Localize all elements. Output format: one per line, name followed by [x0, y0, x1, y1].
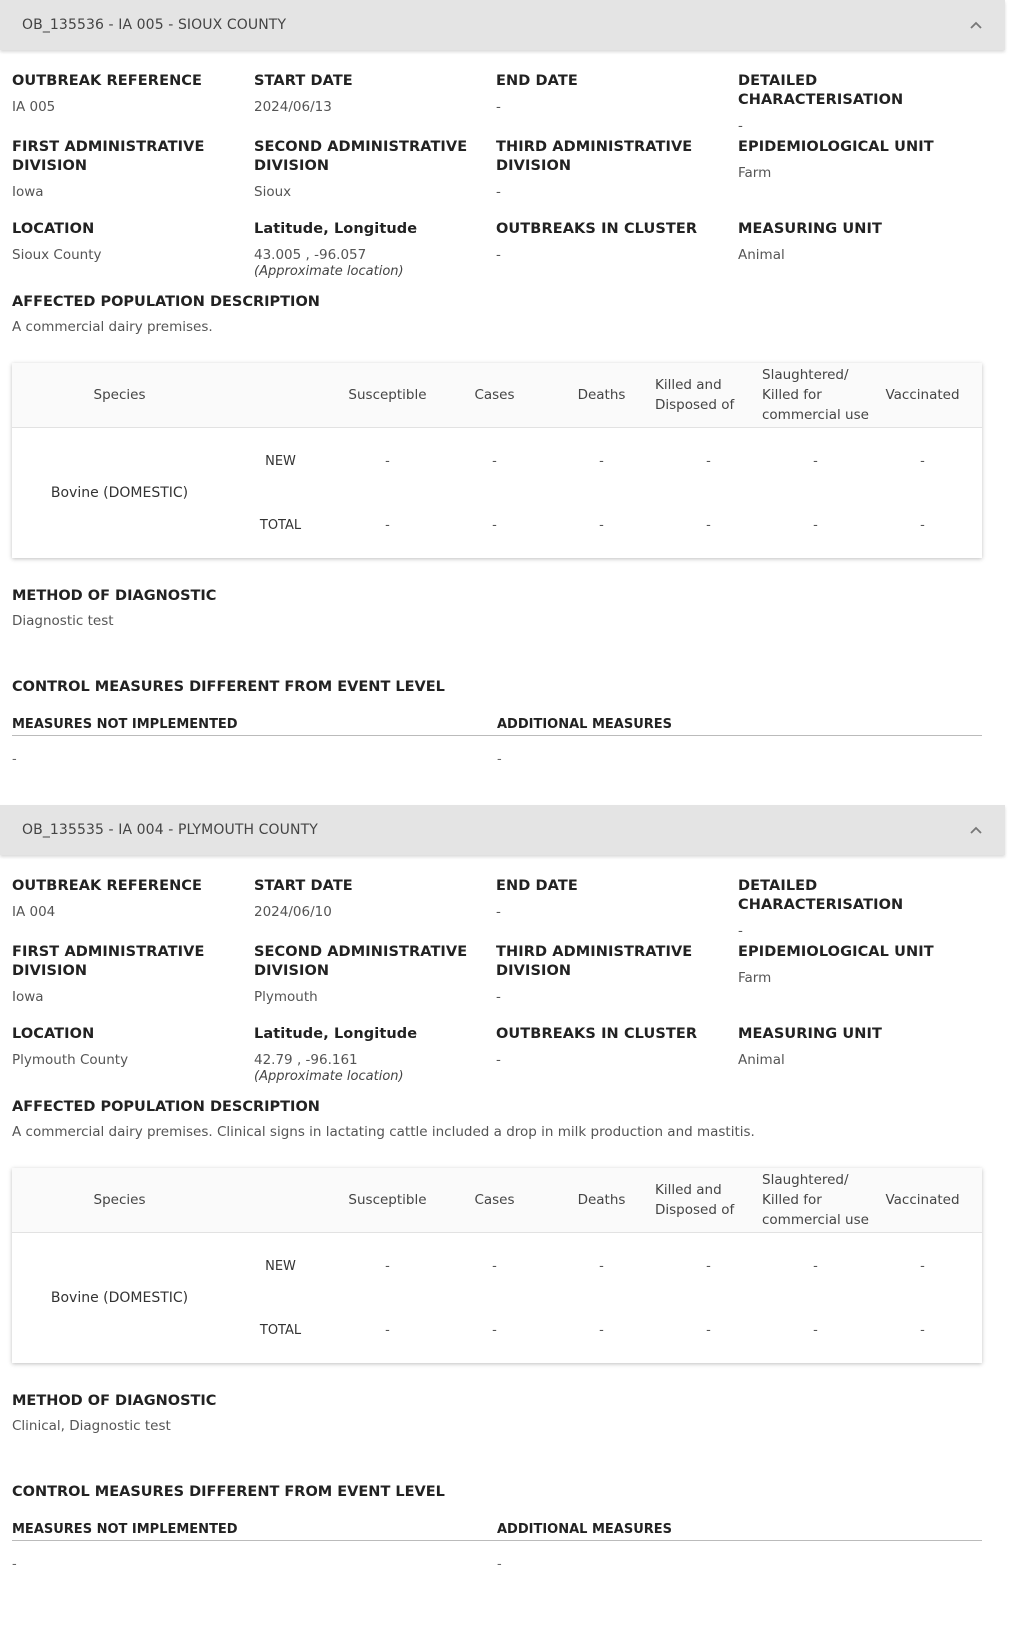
field-epi-unit: [738, 943, 980, 1025]
field-label: OUTBREAK REFERENCE: [12, 878, 203, 894]
outbreak-title: OB_135536 - IA 005 - SIOUX COUNTY: [22, 17, 287, 33]
outbreak-body: [0, 855, 1005, 1572]
table-cell: -: [385, 1322, 390, 1338]
field-label: START DATE: [254, 73, 353, 89]
field-label: Latitude, Longitude: [254, 221, 418, 237]
table-cell: -: [492, 1258, 497, 1274]
field-start-date: [254, 72, 496, 138]
table-cell: -: [599, 453, 604, 469]
column-header-text: Slaughtered/ Killed for commercial use: [762, 367, 869, 423]
field-label: THIRD ADMINISTRATIVE DIVISION: [496, 139, 693, 174]
table-cell: -: [385, 1258, 390, 1274]
table-cell: -: [920, 517, 925, 533]
row-label: TOTAL: [259, 517, 302, 533]
table-cell: -: [920, 1258, 925, 1274]
additional-measures-value: -: [497, 752, 502, 767]
field-start-date: [254, 877, 496, 943]
column-header: Cases: [474, 387, 515, 403]
column-header-text: Killed and Disposed of: [655, 1182, 735, 1218]
field-value: Iowa: [12, 989, 44, 1005]
table-cell: -: [385, 517, 390, 533]
field-value: -: [496, 184, 501, 200]
field-outbreaks-in-cluster: [496, 1025, 738, 1099]
species-table: [12, 363, 982, 558]
measures-not-implemented-label: MEASURES NOT IMPLEMENTED: [12, 1522, 238, 1537]
outbreak-card: [0, 0, 1005, 805]
table-cell: -: [706, 453, 711, 469]
field-first-admin: [12, 943, 254, 1025]
outbreak-header[interactable]: [0, 805, 1005, 855]
table-cell: -: [813, 453, 818, 469]
section-value: A commercial dairy premises. Clinical signs in lactating cattle included a drop in milk production and mastitis.: [12, 1124, 755, 1140]
field-label: EPIDEMIOLOGICAL UNIT: [738, 944, 934, 960]
field-detailed-characterisation: [738, 72, 980, 138]
field-value: 2024/06/10: [254, 904, 332, 920]
column-header: Susceptible: [348, 387, 427, 403]
field-value: Sioux County: [12, 247, 102, 263]
field-outbreaks-in-cluster: [496, 220, 738, 294]
additional-measures-value: -: [497, 1557, 502, 1572]
additional-measures-label: ADDITIONAL MEASURES: [497, 1522, 673, 1537]
measures-header: [12, 1522, 982, 1541]
field-value: 43.005 , -96.057: [254, 247, 367, 263]
control-measures: [12, 679, 993, 767]
section-label: METHOD OF DIAGNOSTIC: [12, 588, 217, 604]
table-row: [227, 1233, 982, 1299]
table-cell: -: [706, 1322, 711, 1338]
field-value: -: [496, 1052, 501, 1068]
table-cell: -: [492, 453, 497, 469]
outbreak-card: [0, 805, 1005, 1647]
field-label: FIRST ADMINISTRATIVE DIVISION: [12, 139, 205, 174]
table-row: [227, 1297, 982, 1363]
section-label: AFFECTED POPULATION DESCRIPTION: [12, 294, 320, 310]
section-value: Diagnostic test: [12, 613, 114, 629]
field-first-admin: [12, 138, 254, 220]
field-label: DETAILED CHARACTERISATION: [738, 878, 904, 913]
measures-values: [12, 752, 982, 767]
field-latlon: [254, 220, 496, 294]
column-header: Deaths: [577, 1192, 626, 1208]
table-cell: -: [385, 453, 390, 469]
field-label: Latitude, Longitude: [254, 1026, 418, 1042]
field-value: Plymouth County: [12, 1052, 129, 1068]
affected-population: [12, 294, 993, 335]
field-label: OUTBREAK REFERENCE: [12, 73, 203, 89]
table-cell: -: [920, 1322, 925, 1338]
column-header-text: Slaughtered/ Killed for commercial use: [762, 1172, 869, 1228]
chevron-up-icon[interactable]: [969, 18, 983, 32]
field-label: END DATE: [496, 878, 578, 894]
field-location: [12, 220, 254, 294]
field-second-admin: [254, 943, 496, 1025]
method-of-diagnostic: [12, 1393, 993, 1434]
field-location: [12, 1025, 254, 1099]
section-value: A commercial dairy premises.: [12, 319, 213, 335]
field-label: END DATE: [496, 73, 578, 89]
field-value: Farm: [738, 165, 772, 181]
approximate-location-note: (Approximate location): [254, 1069, 404, 1084]
table-cell: -: [706, 517, 711, 533]
approximate-location-note: (Approximate location): [254, 264, 404, 279]
field-value: 42.79 , -96.161: [254, 1052, 358, 1068]
field-value: -: [496, 904, 501, 920]
section-label: CONTROL MEASURES DIFFERENT FROM EVENT LEVEL: [12, 679, 445, 695]
column-header: [762, 1168, 869, 1232]
field-end-date: [496, 72, 738, 138]
field-label: OUTBREAKS IN CLUSTER: [496, 221, 698, 237]
field-measuring-unit: [738, 1025, 980, 1099]
measures-not-implemented-value: -: [12, 1557, 17, 1572]
field-value: -: [496, 247, 501, 263]
field-value: IA 004: [12, 904, 56, 920]
table-body: [12, 428, 982, 558]
outbreak-title: OB_135535 - IA 004 - PLYMOUTH COUNTY: [22, 822, 318, 838]
table-cell: -: [599, 1258, 604, 1274]
field-value: IA 005: [12, 99, 56, 115]
column-header: [655, 1168, 762, 1232]
field-third-admin: [496, 943, 738, 1025]
column-header: Vaccinated: [885, 387, 960, 403]
field-label: FIRST ADMINISTRATIVE DIVISION: [12, 944, 205, 979]
field-label: SECOND ADMINISTRATIVE DIVISION: [254, 139, 468, 174]
table-header: [12, 363, 982, 428]
column-header: Cases: [474, 1192, 515, 1208]
column-header: Susceptible: [348, 1192, 427, 1208]
column-header: Species: [93, 387, 146, 403]
field-label: DETAILED CHARACTERISATION: [738, 73, 904, 108]
field-label: EPIDEMIOLOGICAL UNIT: [738, 139, 934, 155]
field-outbreak-reference: [12, 72, 254, 138]
section-label: METHOD OF DIAGNOSTIC: [12, 1393, 217, 1409]
field-value: Animal: [738, 1052, 785, 1068]
table-row: [227, 492, 982, 558]
method-of-diagnostic: [12, 588, 993, 629]
field-label: LOCATION: [12, 1026, 95, 1042]
field-value: 2024/06/13: [254, 99, 332, 115]
field-value: Animal: [738, 247, 785, 263]
field-value: -: [738, 923, 743, 939]
field-end-date: [496, 877, 738, 943]
section-label: AFFECTED POPULATION DESCRIPTION: [12, 1099, 320, 1115]
table-row: [227, 428, 982, 494]
field-value: Iowa: [12, 184, 44, 200]
control-measures: [12, 1484, 993, 1572]
field-latlon: [254, 1025, 496, 1099]
field-third-admin: [496, 138, 738, 220]
field-value: -: [496, 989, 501, 1005]
outbreak-fields-grid: [12, 72, 993, 294]
field-value: -: [738, 118, 743, 134]
table-cell: -: [920, 453, 925, 469]
table-cell: -: [599, 517, 604, 533]
field-label: LOCATION: [12, 221, 95, 237]
column-header: Species: [93, 1192, 146, 1208]
column-header: Vaccinated: [885, 1192, 960, 1208]
outbreak-body: [0, 50, 1005, 767]
table-cell: -: [492, 517, 497, 533]
field-label: THIRD ADMINISTRATIVE DIVISION: [496, 944, 693, 979]
field-value: Sioux: [254, 184, 292, 200]
field-second-admin: [254, 138, 496, 220]
field-label: SECOND ADMINISTRATIVE DIVISION: [254, 944, 468, 979]
table-cell: -: [706, 1258, 711, 1274]
table-cell: -: [492, 1322, 497, 1338]
affected-population: [12, 1099, 993, 1140]
outbreak-header[interactable]: [0, 0, 1005, 50]
field-value: Farm: [738, 970, 772, 986]
field-detailed-characterisation: [738, 877, 980, 943]
field-value: Plymouth: [254, 989, 318, 1005]
field-epi-unit: [738, 138, 980, 220]
row-label: NEW: [265, 453, 296, 469]
field-label: MEASURING UNIT: [738, 1026, 883, 1042]
measures-values: [12, 1557, 982, 1572]
chevron-up-icon[interactable]: [969, 823, 983, 837]
table-cell: -: [813, 1258, 818, 1274]
species-table: [12, 1168, 982, 1363]
field-measuring-unit: [738, 220, 980, 294]
field-label: START DATE: [254, 878, 353, 894]
additional-measures-label: ADDITIONAL MEASURES: [497, 717, 673, 732]
table-cell: -: [813, 517, 818, 533]
outbreak-fields-grid: [12, 877, 993, 1099]
section-value: Clinical, Diagnostic test: [12, 1418, 171, 1434]
column-header-text: Killed and Disposed of: [655, 377, 735, 413]
column-header: [655, 363, 762, 427]
field-value: -: [496, 99, 501, 115]
column-header: Deaths: [577, 387, 626, 403]
field-outbreak-reference: [12, 877, 254, 943]
measures-header: [12, 717, 982, 736]
table-body: [12, 1233, 982, 1363]
column-header: [762, 363, 869, 427]
species-cell: Bovine (DOMESTIC): [50, 485, 189, 501]
field-label: OUTBREAKS IN CLUSTER: [496, 1026, 698, 1042]
measures-not-implemented-value: -: [12, 752, 17, 767]
section-label: CONTROL MEASURES DIFFERENT FROM EVENT LEVEL: [12, 1484, 445, 1500]
row-label: NEW: [265, 1258, 296, 1274]
measures-not-implemented-label: MEASURES NOT IMPLEMENTED: [12, 717, 238, 732]
table-cell: -: [813, 1322, 818, 1338]
table-cell: -: [599, 1322, 604, 1338]
field-label: MEASURING UNIT: [738, 221, 883, 237]
table-header: [12, 1168, 982, 1233]
row-label: TOTAL: [259, 1322, 302, 1338]
species-cell: Bovine (DOMESTIC): [50, 1290, 189, 1306]
